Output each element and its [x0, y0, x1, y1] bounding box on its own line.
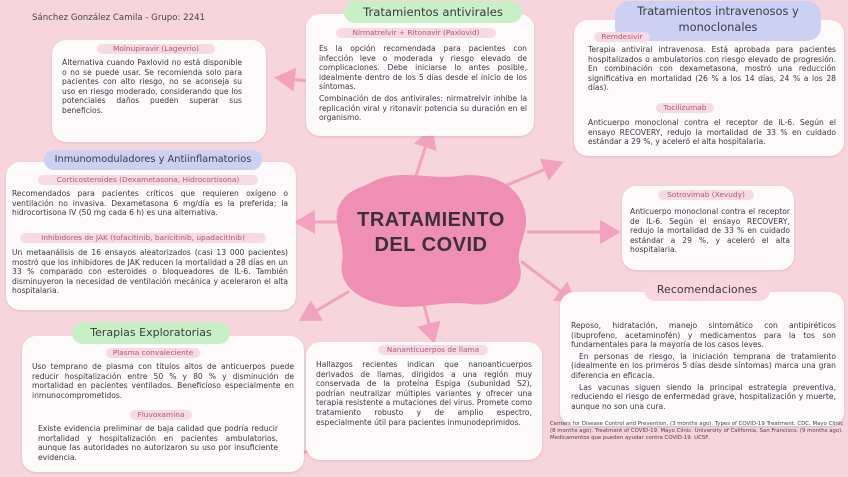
- arrow-to-exploratorias: [304, 292, 348, 318]
- inmuno-title: Inmunomoduladores y Antiinflamatorios: [44, 150, 262, 170]
- antivirales-title: Tratamientos antivirales: [344, 1, 522, 23]
- molnupiravir-text: Alternativa cuando Paxlovid no está disponible o no se puede usar. Se recomienda solo para pacientes con alto riesgo, no se aconseja su uso en riesgo moderado, considerando que los potenciales daños pueden superar sus beneficios.: [62, 58, 242, 115]
- jak-title: Inhibidores de JAK (tofacitinib, baricitinib, upadacitinib): [20, 233, 266, 243]
- intravenosos-title-line2: monoclonales: [678, 20, 758, 34]
- molnupiravir-title: Molnupiravir (Lagevrio): [97, 44, 215, 54]
- author-header: Sánchez González Camila - Grupo: 2241: [32, 13, 206, 23]
- recomendaciones-p1: Reposo, hidratación, manejo sintomático con antipiréticos (ibuprofeno, acetaminofén) y medicamentos para la tos son fundamentales para la mayoría de los casos leves.: [571, 321, 836, 350]
- antivirales-text: [319, 44, 527, 125]
- plasma-title: Plasma convaleciente: [106, 348, 200, 358]
- plasma-text: Uso temprano de plasma con títulos altos de anticuerpos puede reducir hospitalización entre 50 % y 80 % y disminución de mortalidad en pacientes ventilados. Beneficioso especialmente en inmunocomprometidos.: [32, 362, 294, 400]
- corticosteroides-title: Corticosteroides (Dexametasona, Hidrocortisona): [38, 175, 258, 185]
- antivirales-p1: Es la opción recomendada para pacientes con infección leve o moderada y riesgo elevado de complicaciones. Debe iniciarse lo antes posible, idealmente dentro de los 5 días desde el inicio de los síntomas.: [319, 44, 527, 92]
- intravenosos-title-line1: Tratamientos intravenosos y: [637, 4, 799, 18]
- remdesivir-text: Terapia antiviral intravenosa. Está aprobada para pacientes hospitalizados o ambulatorios con riesgo elevado de progresión. En combinación con dexametasona, mostró una reducción significativa en mortalidad (26 % a los 14 días, 24 % a los 28 días).: [588, 45, 836, 93]
- antivirales-p2: Combinación de dos antivirales: nirmatrelvir inhibe la replicación viral y ritonavir potencia su duración en el organismo.: [319, 93, 527, 123]
- sotrovimab-text: Anticuerpo monoclonal contra el receptor de IL-6. Según el ensayo RECOVERY, redujo la mortalidad de 33 % en cuidado estándar a 29 %, y aceleró el alta hospitalaria.: [630, 207, 790, 255]
- corticosteroides-text: Recomendados para pacientes críticos que requieren oxígeno o ventilación no invasiva. Dexametasona 6 mg/día es la preferida; la hidrocortisona IV (50 mg cada 6 h) es una alternativa.: [12, 189, 288, 218]
- references: Centers for Disease Control and Prevention. (3 months ago). Types of COVID-19 Treatment. CDC. Mayo Clinic (8 months ago). Treatment of COVID-19. Mayo Clinic. University of California, San Francisco. (9 months ago). Medicamentos que pueden ayudar contra COVID-19. UCSF.: [550, 421, 844, 442]
- center-title: [340, 208, 522, 258]
- tocilizumab-text: Anticuerpo monoclonal contra el receptor de IL-6. Según el ensayo RECOVERY, redujo la mortalidad de 33 % en cuidado estándar a 29 %, y aceleró el alta hospitalaria.: [588, 118, 836, 147]
- nano-text: Hallazgos recientes indican que nanoanticuerpos derivados de llamas, dirigidos a una región muy conservada de la proteína Espiga (subunidad S2), podrían neutralizar múltiples variantes y ofrecer una terapia resistente a mutaciones del virus. Promete como tratamiento robusto y de amplio espectro, especialmente útil para pacientes inmunodeprimidos.: [316, 360, 532, 427]
- arrow-to-nano: [423, 302, 433, 338]
- recomendaciones-p2: En personas de riesgo, la iniciación temprana de tratamiento (idealmente en los primeros 5 días desde síntomas) marca una gran diferencia en eficacia.: [571, 351, 836, 380]
- fluvoxamina-title: Fluvoxamina: [130, 410, 192, 420]
- exploratorias-title: Terapias Exploratorias: [72, 322, 230, 344]
- sotrovimab-title: Sotrovimab (Xevudy): [658, 190, 754, 200]
- fluvoxamina-text: Existe evidencia preliminar de baja calidad que podría reducir mortalidad y hospitalización en pacientes ambulatorios, aunque las autoridades no autorizaron su uso por insuficiente evidencia.: [38, 424, 278, 462]
- tocilizumab-title: Tocilizumab: [656, 103, 714, 113]
- nano-title: Nananticuerpos de llama: [378, 345, 488, 355]
- jak-text: Un metaanálisis de 16 ensayos aleatorizados (casi 13 000 pacientes) mostró que los inhibidores de JAK reducen la mortalidad a 28 días en un 33 % comparado con esteroides o bloqueadores de IL-6. También disminuyeron la necesidad de ventilación mecánica y aceleraron el alta hospitalaria.: [12, 248, 288, 296]
- center-title-line1: TRATAMIENTO: [357, 209, 505, 231]
- center-title-line2: DEL COVID: [374, 234, 488, 256]
- recomendaciones-title: Recomendaciones: [644, 279, 770, 301]
- recomendaciones-text: [571, 321, 836, 413]
- antivirales-subtitle: Nirmatrelvir + Ritonavir (Paxlovid): [336, 28, 496, 38]
- remdesivir-title: Remdesivir: [594, 32, 650, 42]
- recomendaciones-p3: Las vacunas siguen siendo la principal estrategia preventiva, reduciendo el riesgo de enfermedad grave, hospitalización y muerte, aunque no son una cura.: [571, 382, 836, 411]
